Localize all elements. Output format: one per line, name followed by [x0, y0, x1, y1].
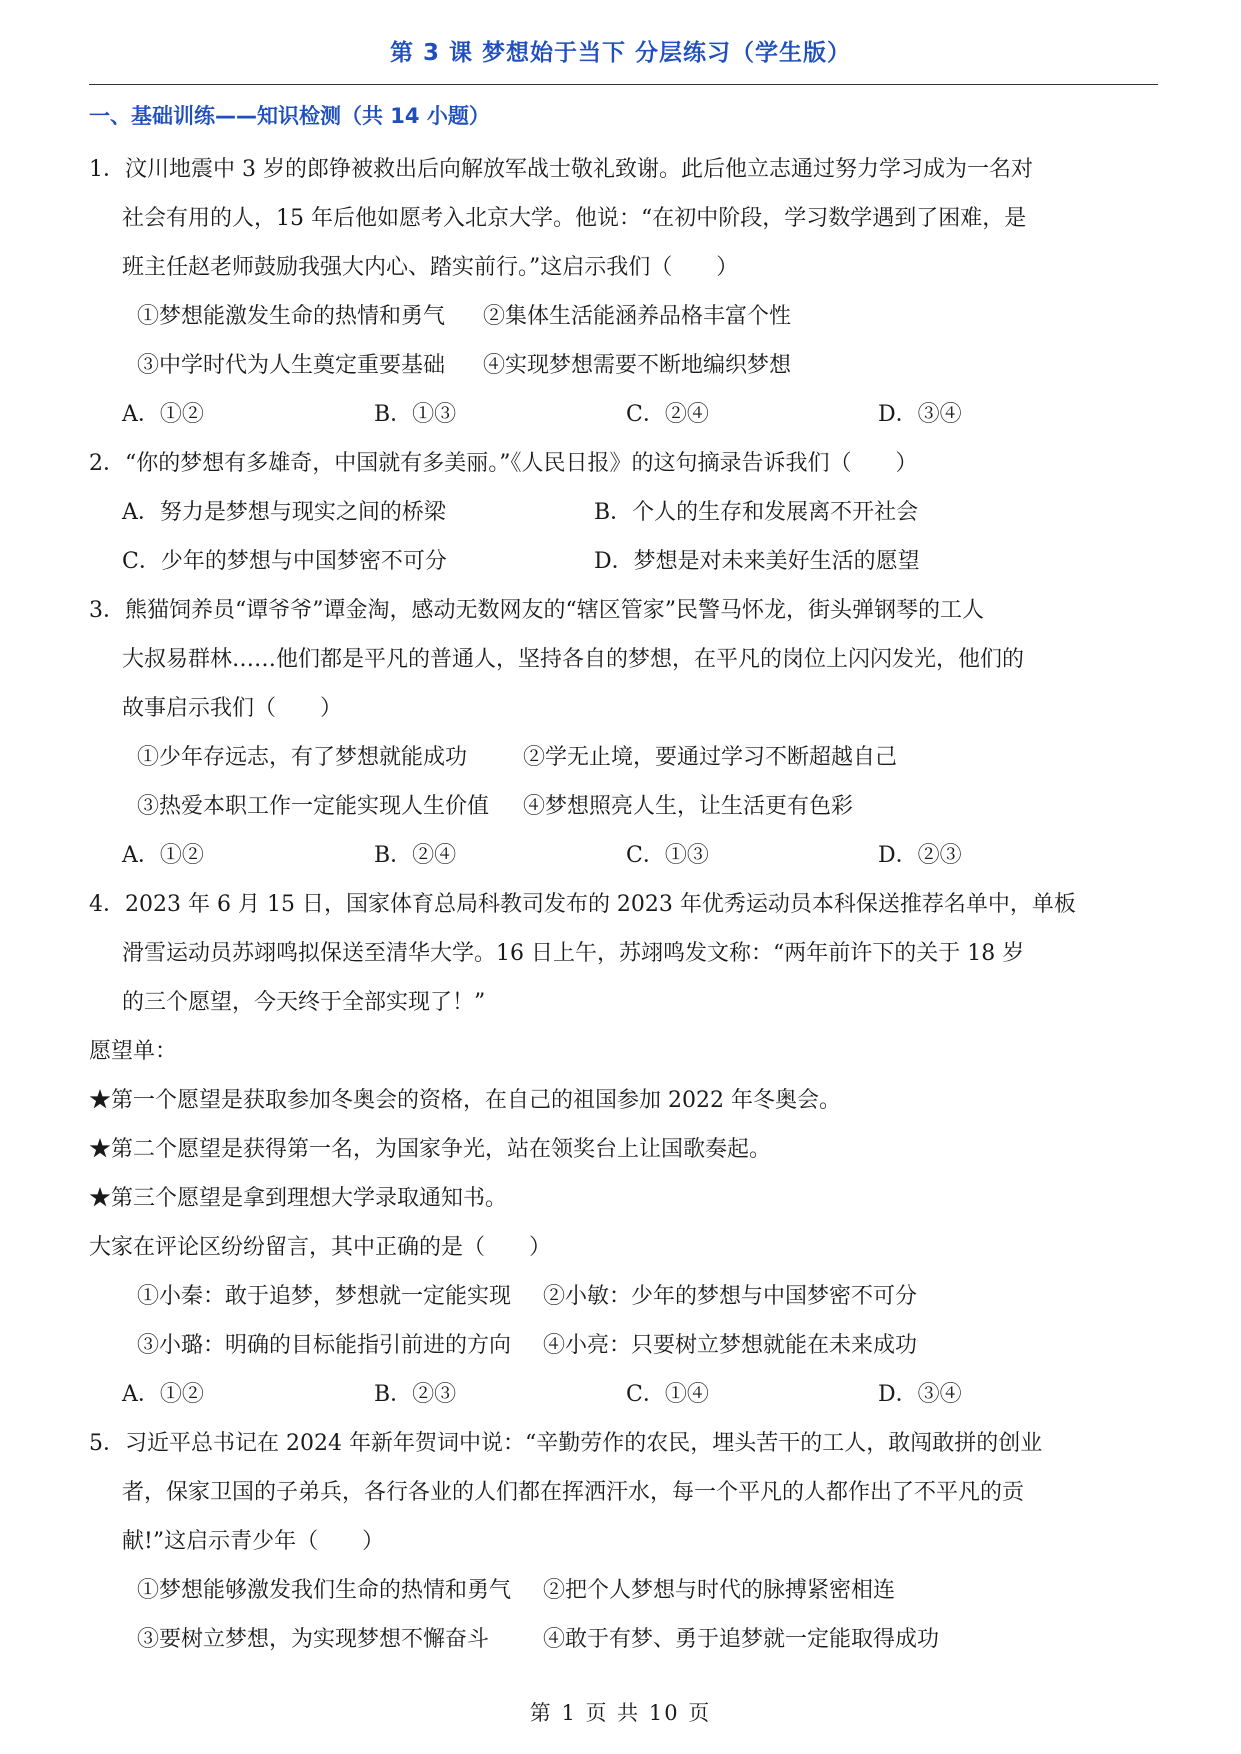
wishlist-item-1: ★第一个愿望是获取参加冬奥会的资格，在自己的祖国参加 2022 年冬奥会。 [89, 1088, 841, 1113]
question-4-statement-2: ②小敏：少年的梦想与中国梦密不可分 [543, 1284, 918, 1309]
question-1 [89, 145, 1158, 439]
question-2-option-c[interactable]: C．少年的梦想与中国梦密不可分 [122, 549, 447, 574]
question-1-statement-4: ④实现梦想需要不断地编织梦想 [483, 353, 792, 378]
question-5 [89, 1419, 1158, 1664]
question-1-statement-1: ①梦想能激发生命的热情和勇气 [137, 304, 446, 329]
question-4-stem-line-2: 滑雪运动员苏翊鸣拟保送至清华大学。16 日上午，苏翊鸣发文称：“两年前许下的关于 18 岁 [122, 941, 1025, 966]
question-3 [89, 586, 1158, 880]
question-1-option-d[interactable]: D．③④ [878, 402, 962, 427]
question-3-option-a[interactable]: A．①② [122, 843, 204, 868]
question-3-stem-line-2: 大叔易群林……他们都是平凡的普通人，坚持各自的梦想，在平凡的岗位上闪闪发光，他们的 [122, 647, 1025, 672]
page-title: 第 3 课 梦想始于当下 分层练习（学生版） [389, 40, 852, 66]
question-4-statement-4: ④小亮：只要树立梦想就能在未来成功 [543, 1333, 918, 1358]
question-2-stem-line-1: 2．“你的梦想有多雄奇，中国就有多美丽。”《人民日报》的这句摘录告诉我们（ ） [89, 451, 918, 476]
question-3-stem-line-1: 3．熊猫饲养员“谭爷爷”谭金淘，感动无数网友的“辖区管家”民警马怀龙，街头弹钢琴的工人 [89, 598, 984, 623]
question-1-options [89, 390, 1158, 439]
question-5-statement-3: ③要树立梦想，为实现梦想不懈奋斗 [137, 1627, 490, 1652]
wishlist-heading: 愿望单： [89, 1039, 178, 1064]
page-number: 第 1 页 共 10 页 [529, 1701, 712, 1725]
question-1-statements-row-2 [89, 341, 1158, 390]
question-3-option-d[interactable]: D．②③ [878, 843, 962, 868]
question-2-option-b[interactable]: B．个人的生存和发展离不开社会 [594, 500, 919, 525]
question-3-statement-1: ①少年存远志，有了梦想就能成功 [137, 745, 468, 770]
question-4-option-b[interactable]: B．②③ [374, 1382, 457, 1407]
question-3-statement-2: ②学无止境，要通过学习不断超越自己 [523, 745, 898, 770]
question-4-stem-line-3: 的三个愿望，今天终于全部实现了！” [122, 990, 486, 1015]
question-5-statement-4: ④敢于有梦、勇于追梦就一定能取得成功 [543, 1627, 940, 1652]
question-1-stem-line-1: 1．汶川地震中 3 岁的郎铮被救出后向解放军战士敬礼致谢。此后他立志通过努力学习成为一名对 [89, 157, 1033, 182]
question-4-stem-line-1: 4．2023 年 6 月 15 日，国家体育总局科教司发布的 2023 年优秀运动员本科保送推荐名单中，单板 [89, 892, 1076, 917]
question-4-statements-row-1 [89, 1272, 1158, 1321]
question-3-statements-row-1 [89, 733, 1158, 782]
question-4-prompt: 大家在评论区纷纷留言，其中正确的是（ ） [89, 1235, 552, 1260]
question-4-statement-3: ③小璐：明确的目标能指引前进的方向 [137, 1333, 512, 1358]
question-2-option-d[interactable]: D．梦想是对未来美好生活的愿望 [594, 549, 920, 574]
question-3-option-c[interactable]: C．①③ [626, 843, 709, 868]
question-4-option-c[interactable]: C．①④ [626, 1382, 709, 1407]
question-3-options [89, 831, 1158, 880]
question-4-option-a[interactable]: A．①② [122, 1382, 204, 1407]
question-5-stem-line-1: 5．习近平总书记在 2024 年新年贺词中说：“辛勤劳作的农民，埋头苦干的工人，敢闯敢拼的创业 [89, 1431, 1043, 1456]
question-5-stem-line-2: 者，保家卫国的子弟兵，各行各业的人们都在挥洒汗水，每一个平凡的人都作出了不平凡的贡 [122, 1480, 1025, 1505]
title-divider [89, 84, 1158, 85]
question-2-options-row-1 [89, 488, 1158, 537]
question-4-statement-1: ①小秦：敢于追梦，梦想就一定能实现 [137, 1284, 512, 1309]
question-3-statements-row-2 [89, 782, 1158, 831]
question-5-statements-row-1 [89, 1566, 1158, 1615]
question-3-statement-3: ③热爱本职工作一定能实现人生价值 [137, 794, 490, 819]
document-body [89, 96, 1158, 1664]
section-heading: 一、基础训练——知识检测（共 14 小题） [89, 104, 490, 128]
question-2 [89, 439, 1158, 586]
question-4-option-d[interactable]: D．③④ [878, 1382, 962, 1407]
question-3-option-b[interactable]: B．②④ [374, 843, 457, 868]
wishlist-item-2: ★第二个愿望是获得第一名，为国家争光，站在领奖台上让国歌奏起。 [89, 1137, 772, 1162]
question-1-stem-line-3: 班主任赵老师鼓励我强大内心、踏实前行。”这启示我们（ ） [122, 255, 739, 280]
question-1-statements-row-1 [89, 292, 1158, 341]
question-2-options-row-2 [89, 537, 1158, 586]
question-1-option-a[interactable]: A．①② [122, 402, 204, 427]
question-4 [89, 880, 1158, 1419]
question-5-statement-2: ②把个人梦想与时代的脉搏紧密相连 [543, 1578, 896, 1603]
question-1-option-c[interactable]: C．②④ [626, 402, 709, 427]
question-5-stem-line-3: 献!”这启示青少年（ ） [122, 1529, 385, 1554]
question-1-option-b[interactable]: B．①③ [374, 402, 457, 427]
question-1-statement-3: ③中学时代为人生奠定重要基础 [137, 353, 446, 378]
question-5-statements-row-2 [89, 1615, 1158, 1664]
question-3-statement-4: ④梦想照亮人生，让生活更有色彩 [523, 794, 854, 819]
question-3-stem-line-3: 故事启示我们（ ） [122, 696, 343, 721]
question-1-stem-line-2: 社会有用的人，15 年后他如愿考入北京大学。他说：“在初中阶段，学习数学遇到了困难，是 [122, 206, 1027, 231]
question-5-statement-1: ①梦想能够激发我们生命的热情和勇气 [137, 1578, 512, 1603]
question-4-statements-row-2 [89, 1321, 1158, 1370]
question-2-option-a[interactable]: A．努力是梦想与现实之间的桥梁 [122, 500, 446, 525]
question-1-statement-2: ②集体生活能涵养品格丰富个性 [483, 304, 792, 329]
question-4-options [89, 1370, 1158, 1419]
wishlist-item-3: ★第三个愿望是拿到理想大学录取通知书。 [89, 1186, 508, 1211]
